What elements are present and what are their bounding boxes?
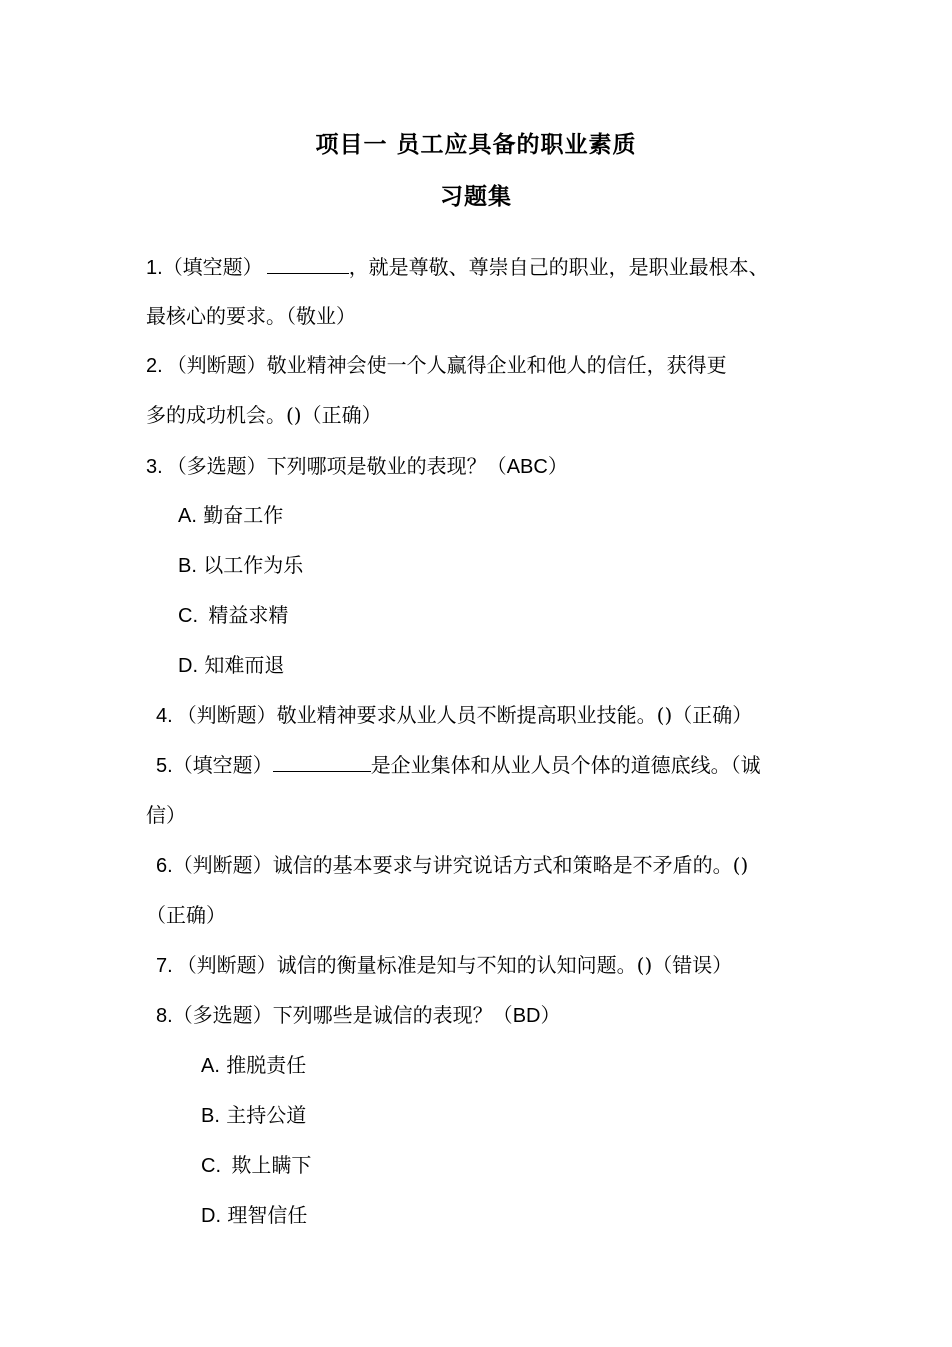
option-text: 欺上瞒下 [231,1153,312,1177]
question-number: 2. [146,355,163,377]
question-2-line-1 [146,353,727,378]
question-number: 1. [146,257,163,279]
question-type: （填空题） [162,255,263,279]
option-b [178,553,303,578]
option-d [178,653,284,678]
answer-blank [273,753,371,772]
option-letter: C. [178,605,198,627]
option-letter: C. [201,1155,221,1177]
question-text: 下列哪项是敬业的表现？（ [266,454,507,478]
question-type: （多选题） [172,1003,273,1027]
option-text: 理智信任 [227,1203,308,1227]
question-text: 是企业集体和从业人员个体的道德底线。（诚 [370,753,761,777]
document-title: 项目一 员工应具备的职业素质 [315,132,637,158]
option-text: 推脱责任 [226,1053,307,1077]
question-8-line-1 [156,1003,560,1028]
option-a [178,503,283,528]
question-type: （判断题） [176,953,277,977]
question-type: （判断题） [166,353,267,377]
question-type: （判断题） [172,853,273,877]
question-5-line-2: 信） [146,803,186,827]
option-c [201,1153,311,1178]
option-text: 主持公道 [226,1103,307,1127]
option-letter: A. [178,505,197,527]
option-text: 以工作为乐 [203,553,304,577]
answer-key: BD [512,1005,541,1027]
question-3-line-1 [146,454,568,479]
question-text: ，就是尊敬、尊崇自己的职业，是职业最根本、 [348,255,769,279]
question-text: 诚信的衡量标准是知与不知的认知问题。()（错误） [276,953,733,977]
option-letter: A. [201,1055,220,1077]
question-text: 诚信的基本要求与讲究说话方式和策略是不矛盾的。() [272,853,749,877]
option-text: 精益求精 [208,603,289,627]
question-number: 7. [156,955,173,977]
answer-key: ABC [506,456,548,478]
question-number: 8. [156,1005,173,1027]
question-number: 4. [156,705,173,727]
option-text: 知难而退 [204,653,285,677]
question-type: （多选题） [166,454,267,478]
question-text: 下列哪些是诚信的表现？（ [272,1003,513,1027]
question-4-line-1 [156,703,752,728]
question-number: 3. [146,456,163,478]
question-text-close: ） [547,454,568,478]
option-letter: B. [178,555,197,577]
question-5-line-1 [156,753,761,778]
question-text-close: ） [540,1003,561,1027]
question-text: 敬业精神要求从业人员不断提高职业技能。()（正确） [276,703,753,727]
question-6-line-2: （正确） [146,903,226,927]
option-letter: B. [201,1105,220,1127]
option-a [201,1053,306,1078]
document-subtitle: 习题集 [440,184,512,210]
option-letter: D. [178,655,198,677]
question-text: 敬业精神会使一个人赢得企业和他人的信任，获得更 [266,353,727,377]
question-type: （判断题） [176,703,277,727]
answer-blank [267,255,349,274]
option-d [201,1203,307,1228]
question-7-line-1 [156,953,732,978]
question-number: 6. [156,855,173,877]
option-c [178,603,288,628]
option-b [201,1103,306,1128]
option-text: 勤奋工作 [203,503,284,527]
question-1-line-1 [146,255,769,280]
question-2-line-2: 多的成功机会。()（正确） [146,403,382,427]
question-1-line-2: 最核心的要求。（敬业） [146,304,356,328]
question-6-line-1 [156,853,748,878]
option-letter: D. [201,1205,221,1227]
question-type: （填空题） [172,753,273,777]
question-number: 5. [156,755,173,777]
